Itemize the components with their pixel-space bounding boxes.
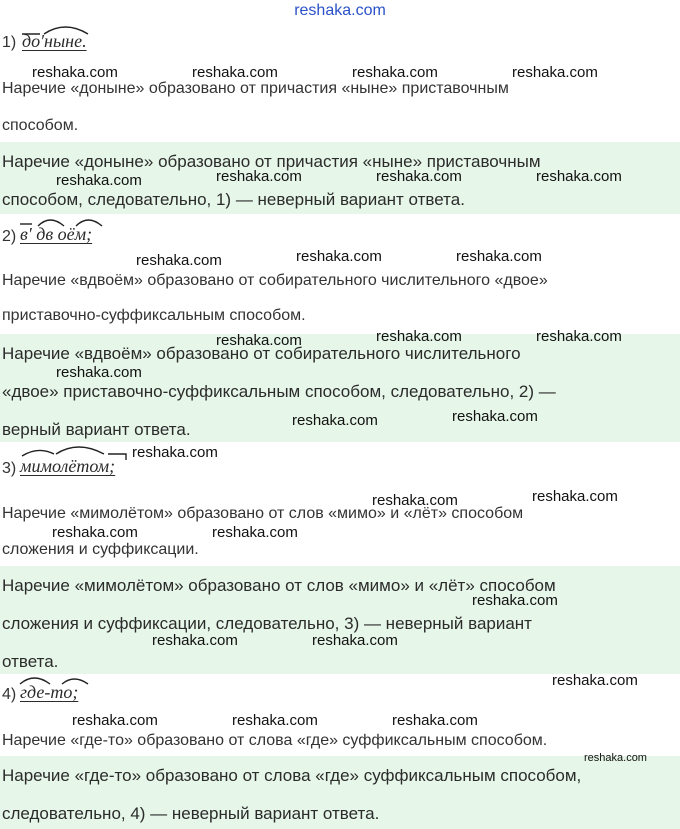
watermark: reshaka.com: [296, 248, 382, 265]
ending-mark-icon: [108, 454, 126, 460]
item-4-label: 4): [2, 686, 17, 703]
item-3-conclusion-box: [0, 566, 680, 674]
root-arc-icon: [38, 220, 64, 226]
watermark: reshaka.com: [212, 524, 298, 541]
watermark: reshaka.com: [232, 712, 318, 729]
item-2-explanation-line-2: приставочно-суффиксальным способом.: [2, 307, 306, 324]
watermark: reshaka.com: [132, 444, 218, 461]
watermark: reshaka.com: [452, 408, 538, 425]
watermark: reshaka.com: [512, 64, 598, 81]
item-3-conclusion-line-1b: сложения и суффиксации, следовательно, 3) — неверный вариант: [2, 614, 532, 633]
root-arc-icon: [44, 27, 88, 34]
item-3-morpheme-marks: [18, 440, 138, 462]
watermark: reshaka.com: [216, 168, 302, 185]
item-3-label: 3): [2, 460, 17, 477]
item-2-conclusion-line-1: Наречие «вдвоём» образовано от собирательного числительного: [2, 344, 521, 363]
watermark: reshaka.com: [536, 328, 622, 345]
watermark: reshaka.com: [584, 752, 647, 764]
watermark: reshaka.com: [56, 172, 142, 189]
item-1-label: 1): [2, 34, 17, 51]
watermark: reshaka.com: [352, 64, 438, 81]
item-2-word: в′ дв оём;: [20, 224, 93, 244]
item-4-explanation-line-1: Наречие «где-то» образовано от слова «где» суффиксальным способом.: [2, 732, 548, 749]
watermark: reshaka.com: [152, 632, 238, 649]
site-title[interactable]: reshaka.com: [294, 2, 386, 19]
watermark: reshaka.com: [72, 712, 158, 729]
item-1-explanation-line-1: Наречие «доныне» образовано от причастия «ныне» приставочным: [2, 80, 509, 97]
item-1-conclusion-line-2: способом, следовательно, 1) — неверный вариант ответа.: [2, 190, 465, 209]
item-4-conclusion-line-1: Наречие «где-то» образовано от слова «где» суффиксальным способом,: [2, 766, 582, 785]
watermark: reshaka.com: [376, 168, 462, 185]
root-arc-icon: [20, 678, 50, 684]
item-4-conclusion-box: [0, 756, 680, 829]
watermark: reshaka.com: [292, 412, 378, 429]
watermark: reshaka.com: [192, 64, 278, 81]
item-2-explanation-line-1: Наречие «вдвоём» образовано от собирательного числительного «двое»: [2, 272, 548, 289]
item-1-morpheme-marks: [20, 20, 100, 40]
item-2-conclusion-line-3: верный вариант ответа.: [2, 420, 191, 439]
watermark: reshaka.com: [372, 492, 458, 509]
watermark: reshaka.com: [392, 712, 478, 729]
watermark: reshaka.com: [136, 252, 222, 269]
item-2-conclusion-line-2: «двое» приставочно-суффиксальным способом, следовательно, 2) —: [2, 382, 556, 401]
watermark: reshaka.com: [456, 248, 542, 265]
item-4-word: где-то;: [20, 682, 79, 702]
item-2-label: 2): [2, 228, 17, 245]
item-4-conclusion-line-2: следовательно, 4) — неверный вариант ответа.: [2, 804, 380, 823]
item-1-explanation-line-2: способом.: [2, 117, 79, 134]
item-3-explanation-line-2: сложения и суффиксации.: [2, 541, 199, 558]
watermark: reshaka.com: [536, 168, 622, 185]
root-arc-icon: [22, 450, 54, 456]
item-3-word: мимолётом;: [20, 456, 116, 476]
item-3-conclusion-line-3: ответа.: [2, 652, 59, 671]
watermark: reshaka.com: [472, 592, 558, 609]
watermark: reshaka.com: [216, 332, 302, 349]
item-2-morpheme-marks: [18, 214, 118, 234]
watermark: reshaka.com: [52, 524, 138, 541]
suffix-arc-icon: [76, 220, 102, 226]
item-1-conclusion-line-1: Наречие «доныне» образовано от причастия «ныне» приставочным: [2, 152, 541, 171]
watermark: reshaka.com: [552, 672, 638, 689]
root-arc-icon: [56, 447, 104, 454]
watermark: reshaka.com: [376, 328, 462, 345]
watermark: reshaka.com: [532, 488, 618, 505]
watermark: reshaka.com: [312, 632, 398, 649]
item-4-morpheme-marks: [18, 670, 108, 690]
suffix-arc-icon: [62, 679, 88, 684]
watermark: reshaka.com: [32, 64, 118, 81]
item-3-explanation-line-1: Наречие «мимолётом» образовано от слов «мимо» и «лёт» способом: [2, 505, 524, 522]
item-1-word: до′ныне.: [22, 31, 87, 51]
item-3-conclusion-line-1: Наречие «мимолётом» образовано от слов «мимо» и «лёт» способом: [2, 576, 556, 595]
watermark: reshaka.com: [56, 364, 142, 381]
